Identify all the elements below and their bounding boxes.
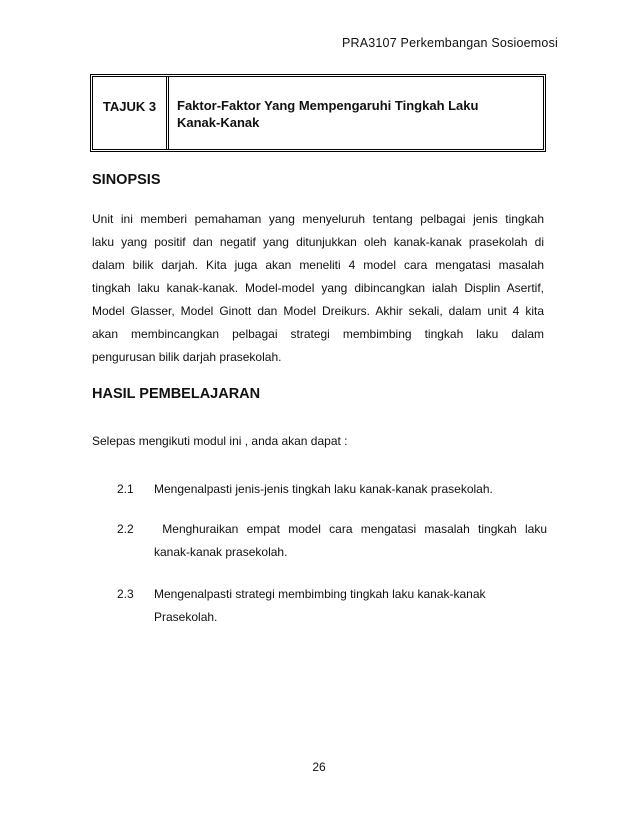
outcome-line: Mengenalpasti strategi membimbing tingkah laku kanak-kanak	[154, 587, 486, 601]
topic-title-line: Kanak-Kanak	[177, 115, 260, 130]
hasil-intro: Selepas mengikuti modul ini , anda akan dapat :	[92, 434, 348, 448]
running-header: PRA3107 Perkembangan Sosioemosi	[341, 36, 558, 50]
topic-title-box	[90, 74, 546, 152]
paragraph-line: Unit ini memberi pemahaman yang menyeluruh tentang pelbagai jenis tingkah	[92, 212, 544, 226]
outcome-number: 2.1	[117, 482, 134, 496]
topic-title-line: Faktor-Faktor Yang Mempengaruhi Tingkah Laku	[177, 98, 479, 113]
hasil-heading: HASIL PEMBELAJARAN	[92, 386, 261, 402]
outcome-line: Menghuraikan empat model cara mengatasi masalah tingkah laku	[154, 522, 547, 536]
paragraph-line: dalam bilik darjah. Kita juga akan meneliti 4 model cara mengatasi masalah	[92, 258, 544, 272]
sinopsis-paragraph	[92, 208, 544, 369]
paragraph-line: Model Glasser, Model Ginott dan Model Dreikurs. Akhir sekali, dalam unit 4 kita	[92, 304, 544, 318]
outcome-item	[117, 583, 547, 629]
paragraph-line: pengurusan bilik darjah prasekolah.	[92, 350, 282, 364]
outcome-item	[117, 478, 547, 501]
outcome-number: 2.2	[117, 522, 134, 536]
sinopsis-heading: SINOPSIS	[92, 172, 161, 188]
page-number: 26	[312, 760, 326, 774]
outcome-line: kanak-kanak prasekolah.	[154, 545, 288, 559]
paragraph-line: tingkah laku kanak-kanak. Model-model yang dibincangkan ialah Displin Asertif,	[92, 281, 544, 295]
topic-label: TAJUK 3	[93, 77, 169, 149]
outcome-number: 2.3	[117, 587, 134, 601]
paragraph-line: akan membincangkan pelbagai strategi membimbing tingkah laku dalam	[92, 327, 544, 341]
paragraph-line: laku yang positif dan negatif yang ditunjukkan oleh kanak-kanak prasekolah di	[92, 235, 544, 249]
outcome-item	[117, 518, 547, 564]
outcome-line: Mengenalpasti jenis-jenis tingkah laku kanak-kanak prasekolah.	[154, 482, 493, 496]
topic-title	[169, 77, 543, 149]
outcome-line: Prasekolah.	[154, 610, 218, 624]
